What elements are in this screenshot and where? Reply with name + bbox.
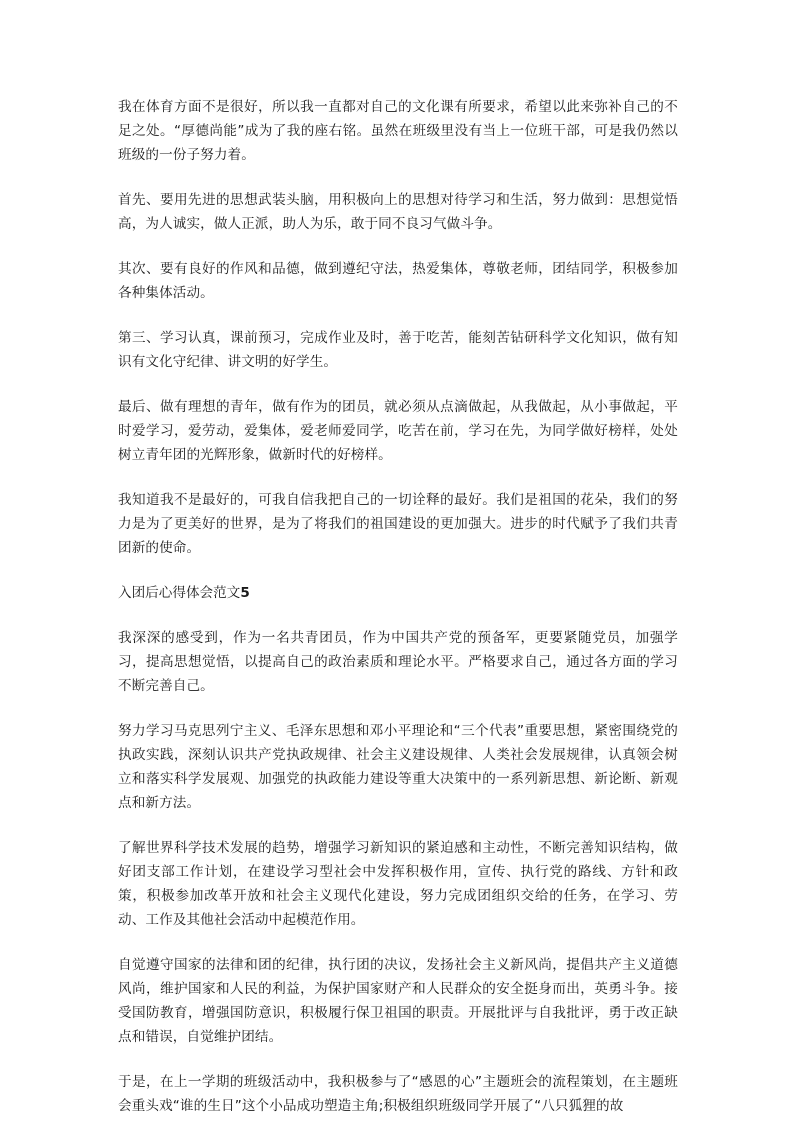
paragraph-6: 我知道我不是最好的，可我自信我把自己的一切诠释的最好。我们是祖国的花朵，我们的努力是为了更美好的世界，是为了将我们的祖国建设的更加强大。进步的时代赋予了我们共青团新的使命。 xyxy=(118,492,678,556)
paragraph-1: 我在体育方面不是很好，所以我一直都对自己的文化课有所要求，希望以此来弥补自己的不足之处。“厚德尚能”成为了我的座右铭。虽然在班级里没有当上一位班干部，可是我仍然以班级的一份子努力着。 xyxy=(118,99,678,163)
paragraph-3: 其次、要有良好的作风和品德，做到遵纪守法，热爱集体，尊敬老师，团结同学，积极参加各种集体活动。 xyxy=(118,261,678,301)
paragraph-4: 第三、学习认真，课前预习，完成作业及时，善于吃苦，能刻苦钻研科学文化知识，做有知识有文化守纪律、讲文明的好学生。 xyxy=(118,330,678,370)
section-heading-text: 入团后心得体会范文 xyxy=(118,585,241,601)
paragraph-8: 努力学习马克思列宁主义、毛泽东思想和邓小平理论和“三个代表”重要思想，紧密围绕党的执政实践，深刻认识共产党执政规律、社会主义建设规律、人类社会发展规律，认真领会树立和落实科学发展观、加强党的执政能力建设等重大决策中的一系列新思想、新论断、新观点和新方法。 xyxy=(118,723,678,811)
paragraph-11: 于是，在上一学期的班级活动中，我积极参与了“感恩的心”主题班会的流程策划，在主题班会重头戏“谁的生日”这个小品成功塑造主角;积极组织班级同学开展了“八只狐狸的故 xyxy=(118,1074,678,1114)
paragraph-5: 最后、做有理想的青年，做有作为的团员，就必须从点滴做起，从我做起，从小事做起，平时爱学习，爱劳动，爱集体，爱老师爱同学，吃苦在前，学习在先，为同学做好榜样，处处树立青年团的光辉形象，做新时代的好榜样。 xyxy=(118,399,678,463)
section-heading xyxy=(118,581,678,605)
paragraph-10: 自觉遵守国家的法律和团的纪律，执行团的决议，发扬社会主义新风尚，提倡共产主义道德风尚，维护国家和人民的利益，为保护国家财产和人民群众的安全挺身而出，英勇斗争。接受国防教育，增强国防意识，积极履行保卫祖国的职责。开展批评与自我批评，勇于改正缺点和错误，自觉维护团结。 xyxy=(118,957,678,1045)
section-heading-number: 5 xyxy=(240,585,250,601)
paragraph-9: 了解世界科学技术发展的趋势，增强学习新知识的紧迫感和主动性，不断完善知识结构，做好团支部工作计划，在建设学习型社会中发挥积极作用，宣传、执行党的路线、方针和政策，积极参加改革开放和社会主义现代化建设，努力完成团组织交给的任务，在学习、劳动、工作及其他社会活动中起模范作用。 xyxy=(118,840,678,928)
paragraph-7: 我深深的感受到，作为一名共青团员，作为中国共产党的预备军，更要紧随党员，加强学习，提高思想觉悟，以提高自己的政治素质和理论水平。严格要求自己，通过各方面的学习不断完善自己。 xyxy=(118,630,678,694)
document-body xyxy=(118,95,678,1139)
paragraph-2: 首先、要用先进的思想武装头脑，用积极向上的思想对待学习和生活，努力做到：思想觉悟高，为人诚实，做人正派，助人为乐，敢于同不良习气做斗争。 xyxy=(118,192,678,232)
